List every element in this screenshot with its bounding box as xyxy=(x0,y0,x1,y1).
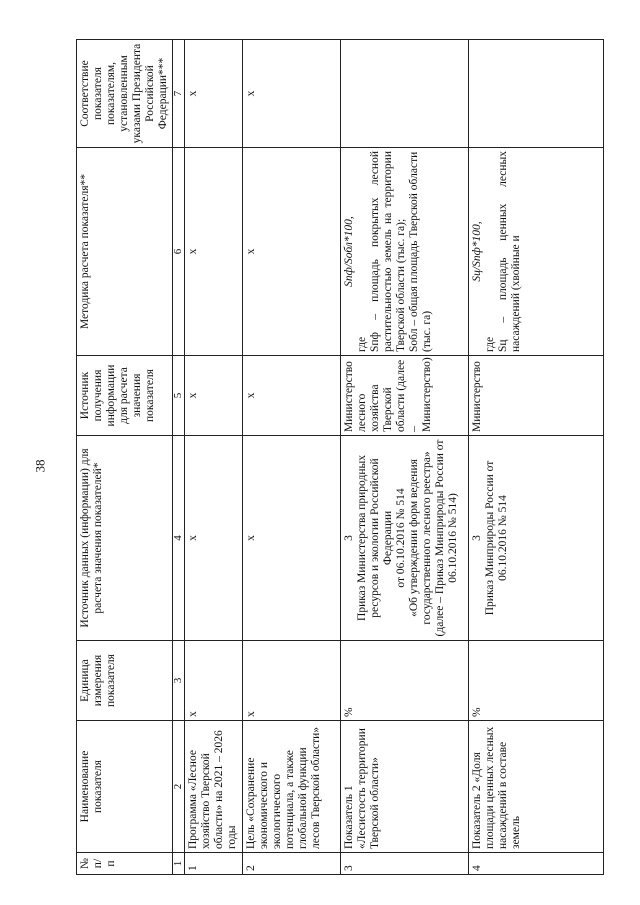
method-formula: Sц/Sпф*100, xyxy=(471,221,483,282)
row-compliance xyxy=(469,40,604,148)
method-line: где xyxy=(356,336,368,352)
row-data-source: х xyxy=(185,436,243,641)
table-row xyxy=(243,40,341,875)
method-line: где xyxy=(484,336,496,352)
row-compliance: х xyxy=(243,40,341,148)
row-name: Цель «Сохранение экономического и экологического потенциала, а также глобальной функции лесов Тверской области» xyxy=(243,721,341,853)
column-number: 6 xyxy=(173,148,185,356)
row-info-source: х xyxy=(185,356,243,436)
data-source-line: от 06.10.2016 № 514 xyxy=(395,488,407,588)
header-data-source: Источник данных (информации) для расчета значения показателей* xyxy=(77,436,173,641)
row-unit: х xyxy=(243,641,341,721)
row-info-source: х xyxy=(243,356,341,436)
row-num: 1 xyxy=(185,853,243,875)
row-name: Показатель 2 «Доля площади ценных лесных насаждений в составе земель xyxy=(469,721,604,853)
page-number: 38 xyxy=(32,459,48,473)
column-number: 3 xyxy=(173,641,185,721)
row-num: 4 xyxy=(469,853,604,875)
row-info-source: Министерство xyxy=(469,356,604,436)
header-compliance: Соответствие показателя показателям, установленным указами Президента Российской Федерации*** xyxy=(77,40,173,148)
data-source-line: «Об утверждении форм ведения государственного лесного реестра» xyxy=(408,451,433,625)
column-number: 7 xyxy=(173,40,185,148)
table-row xyxy=(469,40,604,875)
row-data-source xyxy=(341,436,469,641)
data-source-line: Приказ Минприроды России от 06.10.2016 № 514 xyxy=(484,460,509,616)
header-info-source: Источник получения информации для расчета значения показателя xyxy=(77,356,173,436)
row-name: Показатель 1 «Лесистость территории Тверской области» xyxy=(341,721,469,853)
data-source-line: (далее – Приказ Минприроды России от 06.10.2016 № 514) xyxy=(434,439,459,637)
data-source-line: 3 xyxy=(343,535,355,541)
column-number: 4 xyxy=(173,436,185,641)
data-source-line: 3 xyxy=(471,535,483,541)
table-row xyxy=(185,40,243,875)
row-info-source: Министерство лесного хозяйства Тверской области (далее – Министерство) xyxy=(341,356,469,436)
column-numbers-row xyxy=(173,40,185,875)
method-line: Sц – площадь ценных лесных насаждений (хвойные и xyxy=(497,151,522,352)
table-row xyxy=(341,40,469,875)
header-unit: Единица измерения показателя xyxy=(77,641,173,721)
row-num: 3 xyxy=(341,853,469,875)
indicators-table xyxy=(76,39,604,875)
method-line: Sобл – общая площадь Тверской области (тыс. га) xyxy=(408,151,433,352)
column-number: 5 xyxy=(173,356,185,436)
row-num: 2 xyxy=(243,853,341,875)
row-name: Программа «Лесное хозяйство Тверской области» на 2021 – 2026 годы xyxy=(185,721,243,853)
row-unit: % xyxy=(341,641,469,721)
row-data-source: х xyxy=(243,436,341,641)
row-unit: % xyxy=(469,641,604,721)
rotated-table-container xyxy=(76,40,601,875)
header-num: № п/п xyxy=(77,853,173,875)
column-number: 2 xyxy=(173,721,185,853)
row-unit: х xyxy=(185,641,243,721)
method-formula: Sпф/Sобл*100, xyxy=(343,216,355,287)
data-source-line: Приказ Министерства природных ресурсов и экологии Российской Федерации xyxy=(356,455,394,621)
header-row xyxy=(77,40,173,875)
row-method xyxy=(341,148,469,356)
row-compliance xyxy=(341,40,469,148)
method-line: Sпф – площадь покрытых лесной растительностью земель на территории Тверской области (тыс. га); xyxy=(369,151,407,352)
row-method xyxy=(469,148,604,356)
row-method: х xyxy=(243,148,341,356)
row-method: х xyxy=(185,148,243,356)
header-method: Методика расчета показателя** xyxy=(77,148,173,356)
column-number: 1 xyxy=(173,853,185,875)
row-compliance: х xyxy=(185,40,243,148)
row-data-source xyxy=(469,436,604,641)
header-name: Наименование показателя xyxy=(77,721,173,853)
